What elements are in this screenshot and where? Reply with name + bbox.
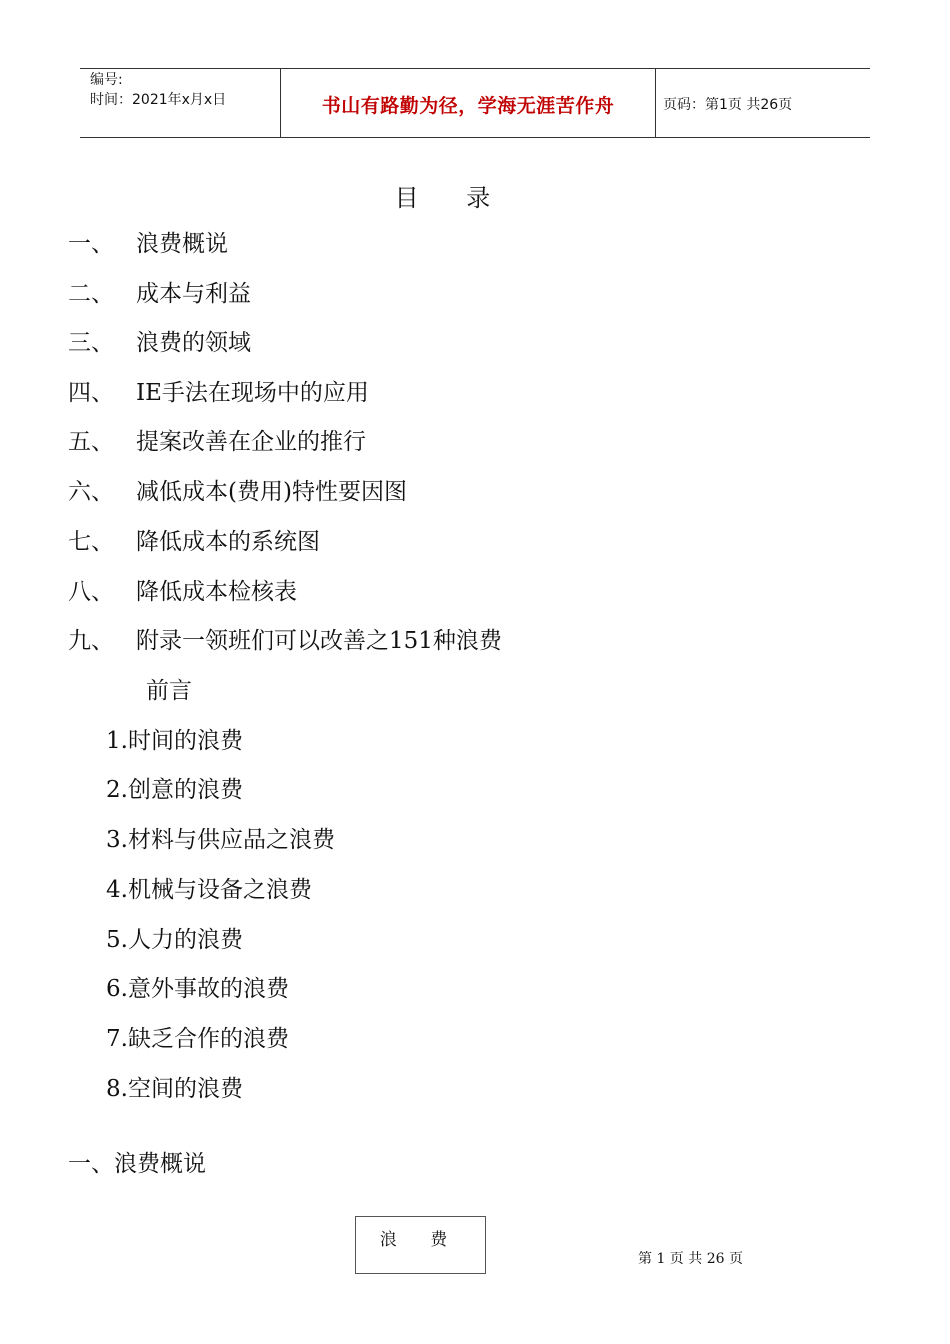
header-page-cell [655, 69, 870, 137]
toc-item-number: 九、 [68, 628, 114, 654]
footer-page-number: 第 1 页 共 26 页 [638, 1251, 743, 1267]
waste-box [355, 1216, 486, 1274]
section-heading: 一、浪费概说 [68, 1151, 206, 1177]
toc-item-number: 五、 [68, 429, 114, 455]
toc-subitem-text: 6.意外事故的浪费 [106, 976, 289, 1002]
preface-label: 前言 [146, 678, 192, 704]
toc-item-number: 三、 [68, 330, 114, 356]
motto: 书山有路勤为径，学海无涯苦作舟 [321, 95, 615, 117]
waste-box-label: 浪 费 [379, 1230, 462, 1250]
toc-item-text: 降低成本检核表 [136, 579, 297, 605]
toc-subitem-text: 4.机械与设备之浪费 [106, 877, 312, 903]
toc-item-text: 降低成本的系统图 [136, 529, 320, 555]
toc-item-number: 一、 [68, 231, 114, 257]
toc-item-number: 八、 [68, 579, 114, 605]
toc-item-number: 二、 [68, 281, 114, 307]
toc-item-number: 七、 [68, 529, 114, 555]
toc-item-text: IE手法在现场中的应用 [136, 380, 369, 406]
header-motto-cell [280, 69, 656, 137]
toc-title: 目 录 [394, 184, 511, 212]
toc-subitem-text: 1.时间的浪费 [106, 728, 243, 754]
toc-subitem-text: 7.缺乏合作的浪费 [106, 1026, 289, 1052]
toc-item-text: 减低成本(费用)特性要因图 [136, 479, 407, 505]
header-meta-cell [80, 69, 280, 137]
toc-item-text: 浪费的领域 [136, 330, 251, 356]
number-label: 编号: [90, 72, 123, 88]
date-label: 时间：2021年x月x日 [90, 92, 227, 108]
page-label: 页码：第1页 共26页 [663, 97, 793, 113]
toc-item-text: 附录一领班们可以改善之151种浪费 [136, 628, 502, 654]
toc-item-text: 成本与利益 [136, 281, 251, 307]
toc-subitem-text: 8.空间的浪费 [106, 1076, 243, 1102]
toc-subitem-text: 3.材料与供应品之浪费 [106, 827, 335, 853]
toc-item-number: 六、 [68, 479, 114, 505]
toc-subitem-text: 2.创意的浪费 [106, 777, 243, 803]
toc-item-text: 提案改善在企业的推行 [136, 429, 366, 455]
header-table [80, 68, 870, 138]
toc-item-number: 四、 [68, 380, 114, 406]
toc-item-text: 浪费概说 [136, 231, 228, 257]
toc-subitem-text: 5.人力的浪费 [106, 927, 243, 953]
